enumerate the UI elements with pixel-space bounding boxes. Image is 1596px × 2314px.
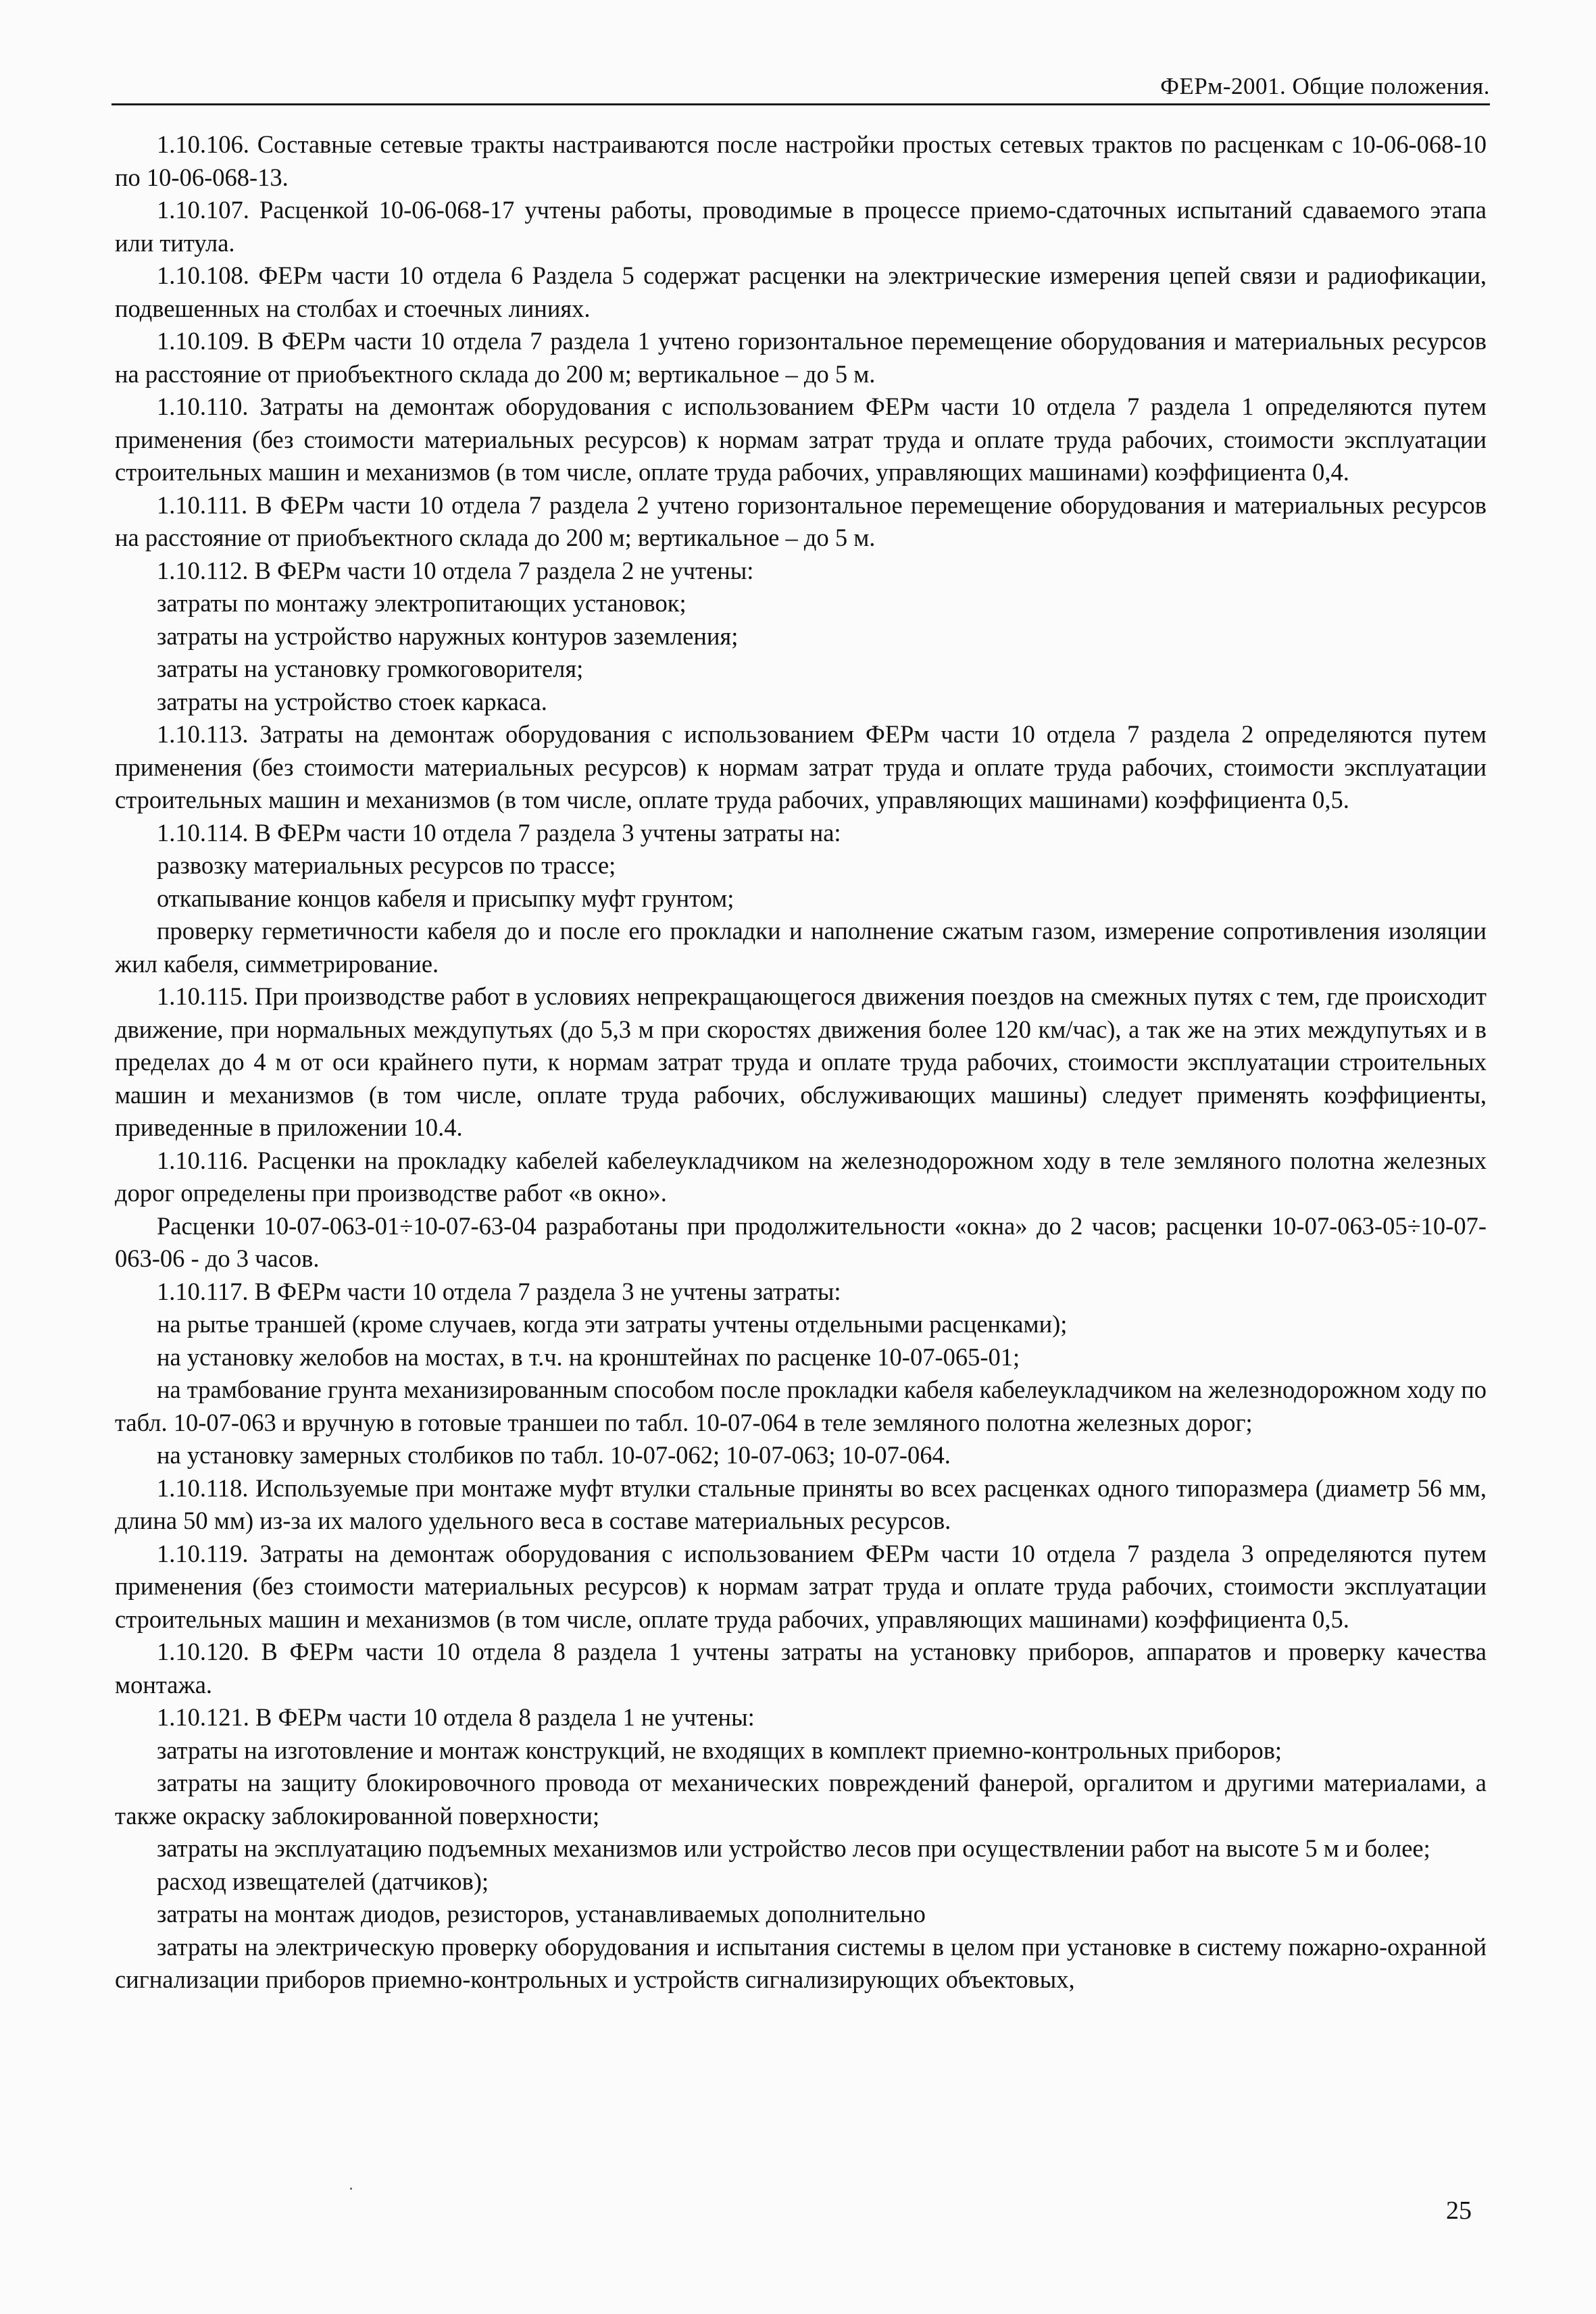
list-item: затраты на защиту блокировочного провода от механических повреждений фанерой, оргалитом и другими материалами, а также окраску заблокированной поверхности; [115,1769,1487,1830]
list-item: затраты на электрическую проверку оборудования и испытания системы в целом при установке в систему пожарно-охранной сигнализации приборов приемно-контрольных и устройств сигнализирующих объектовых, [115,1932,1487,1993]
paragraph-1-10-117: 1.10.117. В ФЕРм части 10 отдела 7 раздела 3 не учтены затраты: [157,1277,841,1305]
list-item: расход извещателей (датчиков); [157,1867,489,1895]
list-item: затраты на установку громкоговорителя; [157,655,584,682]
document-body [115,128,1487,1996]
paragraph-1-10-109: 1.10.109. В ФЕРм части 10 отдела 7 раздела 1 учтено горизонтальное перемещение оборудования и материальных ресурсов на расстояние от приобъектного склада до 200 м; вертикальное – до 5 м. [115,327,1487,388]
list-item: затраты на устройство наружных контуров заземления; [157,622,739,650]
paragraph-1-10-113: 1.10.113. Затраты на демонтаж оборудования с использованием ФЕРм части 10 отдела 7 раздела 2 определяются путем применения (без стоимости материальных ресурсов) к нормам затрат труда и оплате труда рабочих, стоимости эксплуатации строительных машин и механизмов (в том числе, оплате труда рабочих, управляющих машинами) коэффициента 0,5. [115,720,1487,813]
list-item: на установку желобов на мостах, в т.ч. на кронштейнах по расценке 10-07-065-01; [157,1342,1020,1371]
paragraph-1-10-108: 1.10.108. ФЕРм части 10 отдела 6 Раздела 5 содержат расценки на электрические измерения цепей связи и радиофикации, подвешенных на столбах и стоечных линиях. [115,261,1487,322]
list-item: на рытье траншей (кроме случаев, когда эти затраты учтены отдельными расценками); [157,1310,1068,1338]
paragraph-1-10-119: 1.10.119. Затраты на демонтаж оборудования с использованием ФЕРм части 10 отдела 7 раздела 3 определяются путем применения (без стоимости материальных ресурсов) к нормам затрат труда и оплате труда рабочих, стоимости эксплуатации строительных машин и механизмов (в том числе, оплате труда рабочих, управляющих машинами) коэффициента 0,5. [115,1539,1487,1633]
paragraph-1-10-121: 1.10.121. В ФЕРм части 10 отдела 8 раздела 1 не учтены: [157,1703,755,1731]
paragraph-1-10-110: 1.10.110. Затраты на демонтаж оборудования с использованием ФЕРм части 10 отдела 7 раздела 1 определяются путем применения (без стоимости материальных ресурсов) к нормам затрат труда и оплате труда рабочих, стоимости эксплуатации строительных машин и механизмов (в том числе, оплате труда рабочих, управляющих машинами) коэффициента 0,4. [115,393,1487,486]
list-item: затраты на монтаж диодов, резисторов, устанавливаемых дополнительно [157,1900,926,1928]
page-number: 25 [1446,2196,1472,2225]
list-item: на установку замерных столбиков по табл. 10-07-062; 10-07-063; 10-07-064. [157,1441,951,1469]
paragraph-rates-note: Расценки 10-07-063-01÷10-07-63-04 разработаны при продолжительности «окна» до 2 часов; расценки 10-07-063-05÷10-07-063-06 - до 3 часов. [115,1211,1487,1272]
paragraph-1-10-111: 1.10.111. В ФЕРм части 10 отдела 7 раздела 2 учтено горизонтальное перемещение оборудования и материальных ресурсов на расстояние от приобъектного склада до 200 м; вертикальное – до 5 м. [115,491,1487,551]
paragraph-1-10-112: 1.10.112. В ФЕРм части 10 отдела 7 раздела 2 не учтены: [157,556,754,584]
list-item: проверку герметичности кабеля до и после его прокладки и наполнение сжатым газом, измерение сопротивления изоляции жил кабеля, симметрирование. [115,917,1487,978]
scan-speck [350,2188,352,2190]
paragraph-1-10-114: 1.10.114. В ФЕРм части 10 отдела 7 раздела 3 учтены затраты на: [157,818,841,847]
list-item: затраты на устройство стоек каркаса. [157,687,547,715]
paragraph-1-10-115: 1.10.115. При производстве работ в условиях непрекращающегося движения поездов на смежных путях с тем, где происходит движение, при нормальных междупутьях (до 5,3 м при скоростях движения более 120 км/час), а так же на этих междупутьях и в пределах до 4 м от оси крайнего пути, к нормам затрат труда и оплате труда рабочих, стоимости эксплуатации строительных машин и механизмов (в том числе, оплате труда рабочих, обслуживающих машины) следует применять коэффициенты, приведенные в приложении 10.4. [115,982,1487,1141]
paragraph-1-10-107: 1.10.107. Расценкой 10-06-068-17 учтены работы, проводимые в процессе приемо-сдаточных испытаний сдаваемого этапа или титула. [115,196,1487,257]
list-item: затраты на эксплуатацию подъемных механизмов или устройство лесов при осуществлении работ на высоте 5 м и более; [157,1834,1430,1862]
paragraph-1-10-116: 1.10.116. Расценки на прокладку кабелей кабелеукладчиком на железнодорожном ходу в теле земляного полотна железных дорог определены при производстве работ «в окно». [115,1146,1487,1207]
list-item: на трамбование грунта механизированным способом после прокладки кабеля кабелеукладчиком на железнодорожном ходу по табл. 10-07-063 и вручную в готовые траншеи по табл. 10-07-064 в теле земляного полотна железных дорог; [115,1376,1487,1436]
list-item: затраты по монтажу электропитающих установок; [157,589,687,617]
paragraph-1-10-106: 1.10.106. Составные сетевые тракты настраиваются после настройки простых сетевых трактов по расценкам с 10-06-068-10 по 10-06-068-13. [115,130,1487,191]
list-item: откапывание концов кабеля и присыпку муфт грунтом; [157,884,734,912]
list-item: развозку материальных ресурсов по трассе; [157,851,616,879]
paragraph-1-10-120: 1.10.120. В ФЕРм части 10 отдела 8 раздела 1 учтены затраты на установку приборов, аппаратов и проверку качества монтажа. [115,1638,1487,1699]
list-item: затраты на изготовление и монтаж конструкций, не входящих в комплект приемно-контрольных приборов; [157,1736,1282,1764]
paragraph-1-10-118: 1.10.118. Используемые при монтаже муфт втулки стальные приняты во всех расценках одного типоразмера (диаметр 56 мм, длина 50 мм) из-за их малого удельного веса в составе материальных ресурсов. [115,1474,1487,1534]
header-rule [111,103,1490,105]
running-header: ФЕРм-2001. Общие положения. [1160,73,1490,99]
